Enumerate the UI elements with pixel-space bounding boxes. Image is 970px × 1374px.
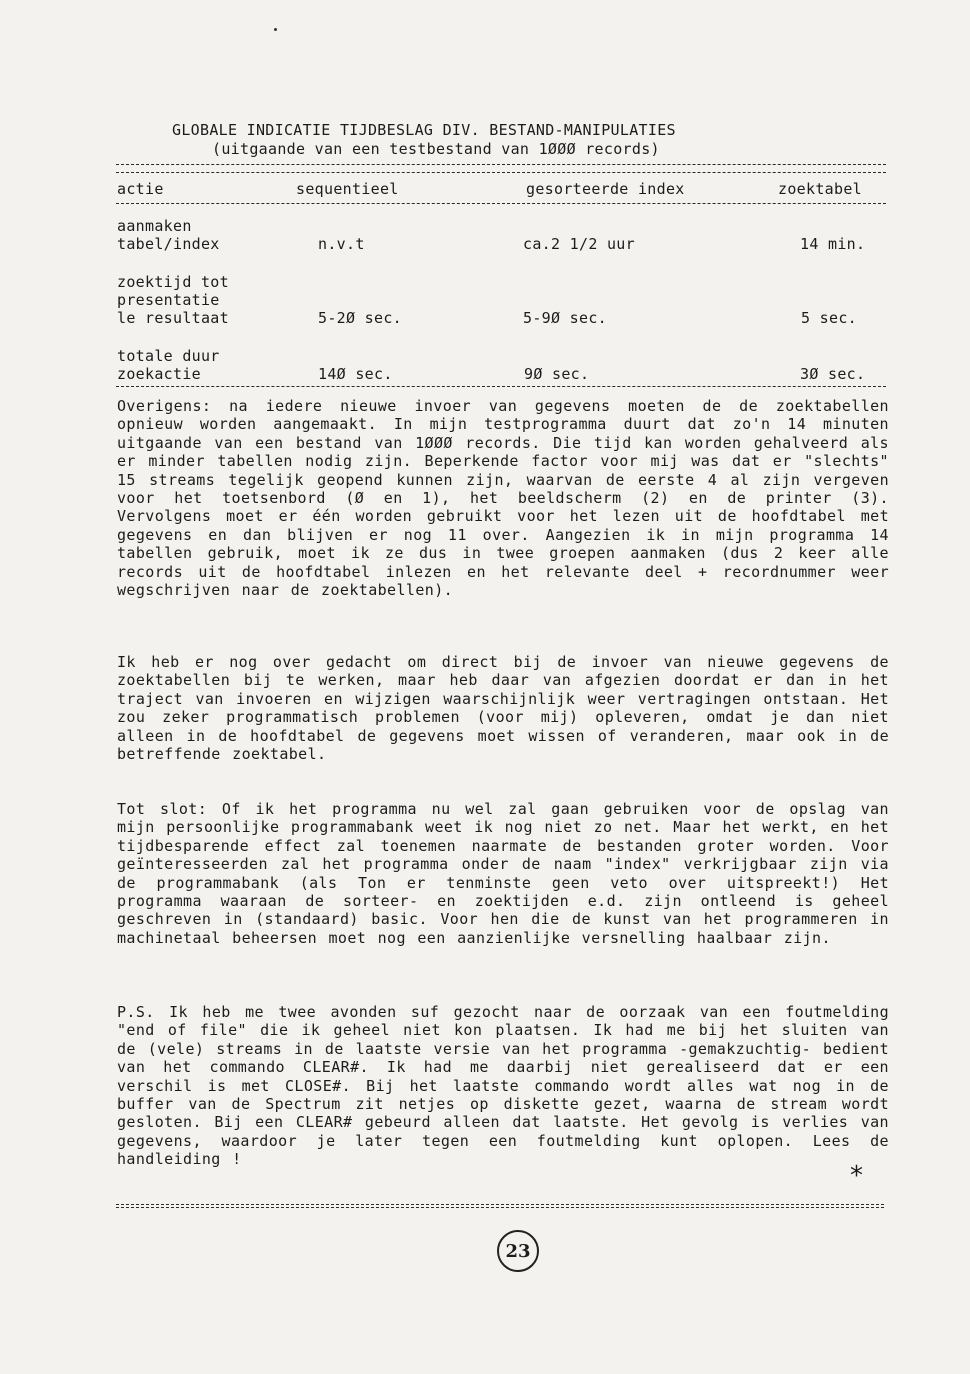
cell-zoektabel: 14 min.	[800, 235, 866, 253]
document-subtitle: (uitgaande van een testbestand van 1ØØØ records)	[212, 140, 660, 158]
table-header-rule	[116, 203, 886, 204]
row-label: totale duur	[117, 347, 220, 365]
end-double-rule	[116, 1204, 884, 1208]
cell-zoektabel: 5 sec.	[801, 309, 857, 327]
table-header-zoektabel: zoektabel	[778, 180, 862, 198]
cell-sequentieel: n.v.t	[318, 235, 365, 253]
table-header-sequentieel: sequentieel	[296, 180, 399, 198]
table-bottom-rule	[116, 386, 886, 387]
paragraph-invoer: Ik heb er nog over gedacht om direct bij de invoer van nieuwe gegevens de zoektabellen bij te werken, maar heb daar van afgezien doordat er dan in het traject van invoeren en wijzigen waarschijnlijk weer vertragingen ontstaan. Het zou zeker programmatisch problemen (voor mij) opleveren, omdat je dan niet alleen in de hoofdtabel de gegevens moet wissen of veranderen, maar ook in de betreffende zoektabel.	[117, 653, 889, 764]
cell-zoektabel: 3Ø sec.	[800, 365, 866, 383]
cell-index: ca.2 1/2 uur	[523, 235, 635, 253]
document-title: GLOBALE INDICATIE TIJDBESLAG DIV. BESTAND-MANIPULATIES	[172, 121, 676, 139]
table-top-rule-2	[116, 172, 886, 173]
cell-index: 9Ø sec.	[524, 365, 590, 383]
cell-sequentieel: 14Ø sec.	[318, 365, 393, 383]
page-number: 23	[497, 1230, 539, 1272]
cell-index: 5-9Ø sec.	[523, 309, 607, 327]
paragraph-overigens: Overigens: na iedere nieuwe invoer van gegevens moeten de de zoektabellen opnieuw worden aangemaakt. In mijn testprogramma duurt dat zo'n 14 minuten uitgaande van een bestand van 1ØØØ records. Die tijd kan worden gehalveerd als er minder tabellen nodig zijn. Beperkende factor voor mij was dat er "slechts" 15 streams tegelijk geopend kunnen zijn, waarvan de eerste 4 al zijn vergeven voor het toetsenbord (Ø en 1), het beeldscherm (2) en de printer (3). Vervolgens moet er één worden gebruikt voor het lezen uit de hoofdtabel met gegevens en dan blijven er nog 11 over. Aangezien ik in mijn programma 14 tabellen gebruik, moet ik ze dus in twee groepen aanmaken (dus 2 keer alle records uit de hoofdtabel inlezen en het relevante deel + recordnummer weer wegschrijven naar de zoektabellen).	[117, 397, 889, 600]
cell-sequentieel: 5-2Ø sec.	[318, 309, 402, 327]
row-label: presentatie	[117, 291, 220, 309]
table-top-rule	[116, 164, 886, 165]
row-label: tabel/index	[117, 235, 220, 253]
paragraph-tot-slot: Tot slot: Of ik het programma nu wel zal gaan gebruiken voor de opslag van mijn persoonlijke programmabank weet ik nog niet zo net. Maar het werkt, en het tijdbesparende effect zal toenemen naarmate de bestanden groter worden. Voor geïnteresseerden zal het programma onder de naam "index" verkrijgbaar zijn via de programmabank (als Ton er tenminste geen veto over uitspreekt!) Het programma waaraan de sorteer- en zoektijden e.d. zijn ontleend is geheel geschreven in (standaard) basic. Voor hen die de kunst van het programmeren in machinetaal beheersen moet nog een aanzienlijke versnelling haalbaar zijn.	[117, 800, 889, 947]
row-label: zoektijd tot	[117, 273, 229, 291]
end-mark: *	[850, 1161, 863, 1191]
row-label: zoekactie	[117, 365, 201, 383]
row-label: aanmaken	[117, 217, 192, 235]
row-label: le resultaat	[117, 309, 229, 327]
table-header-actie: actie	[117, 180, 164, 198]
table-header-index: gesorteerde index	[526, 180, 685, 198]
paper-speck	[274, 28, 277, 31]
paragraph-ps: P.S. Ik heb me twee avonden suf gezocht naar de oorzaak van een foutmelding "end of file" die ik geheel niet kon plaatsen. Ik had me bij het sluiten van de (vele) streams in de laatste versie van het programma -gemakzuchtig- bedient van het commando CLEAR#. Ik had me daarbij niet gerealiseerd dat er een verschil is met CLOSE#. Bij het laatste commando wordt alles wat nog in de buffer van de Spectrum zit netjes op diskette gezet, waarna de stream wordt gesloten. Bij een CLEAR# gebeurd alleen dat laatste. Het gevolg is verlies van gegevens, waardoor je later tegen een foutmelding kunt oplopen. Lees de handleiding !	[117, 1003, 889, 1169]
